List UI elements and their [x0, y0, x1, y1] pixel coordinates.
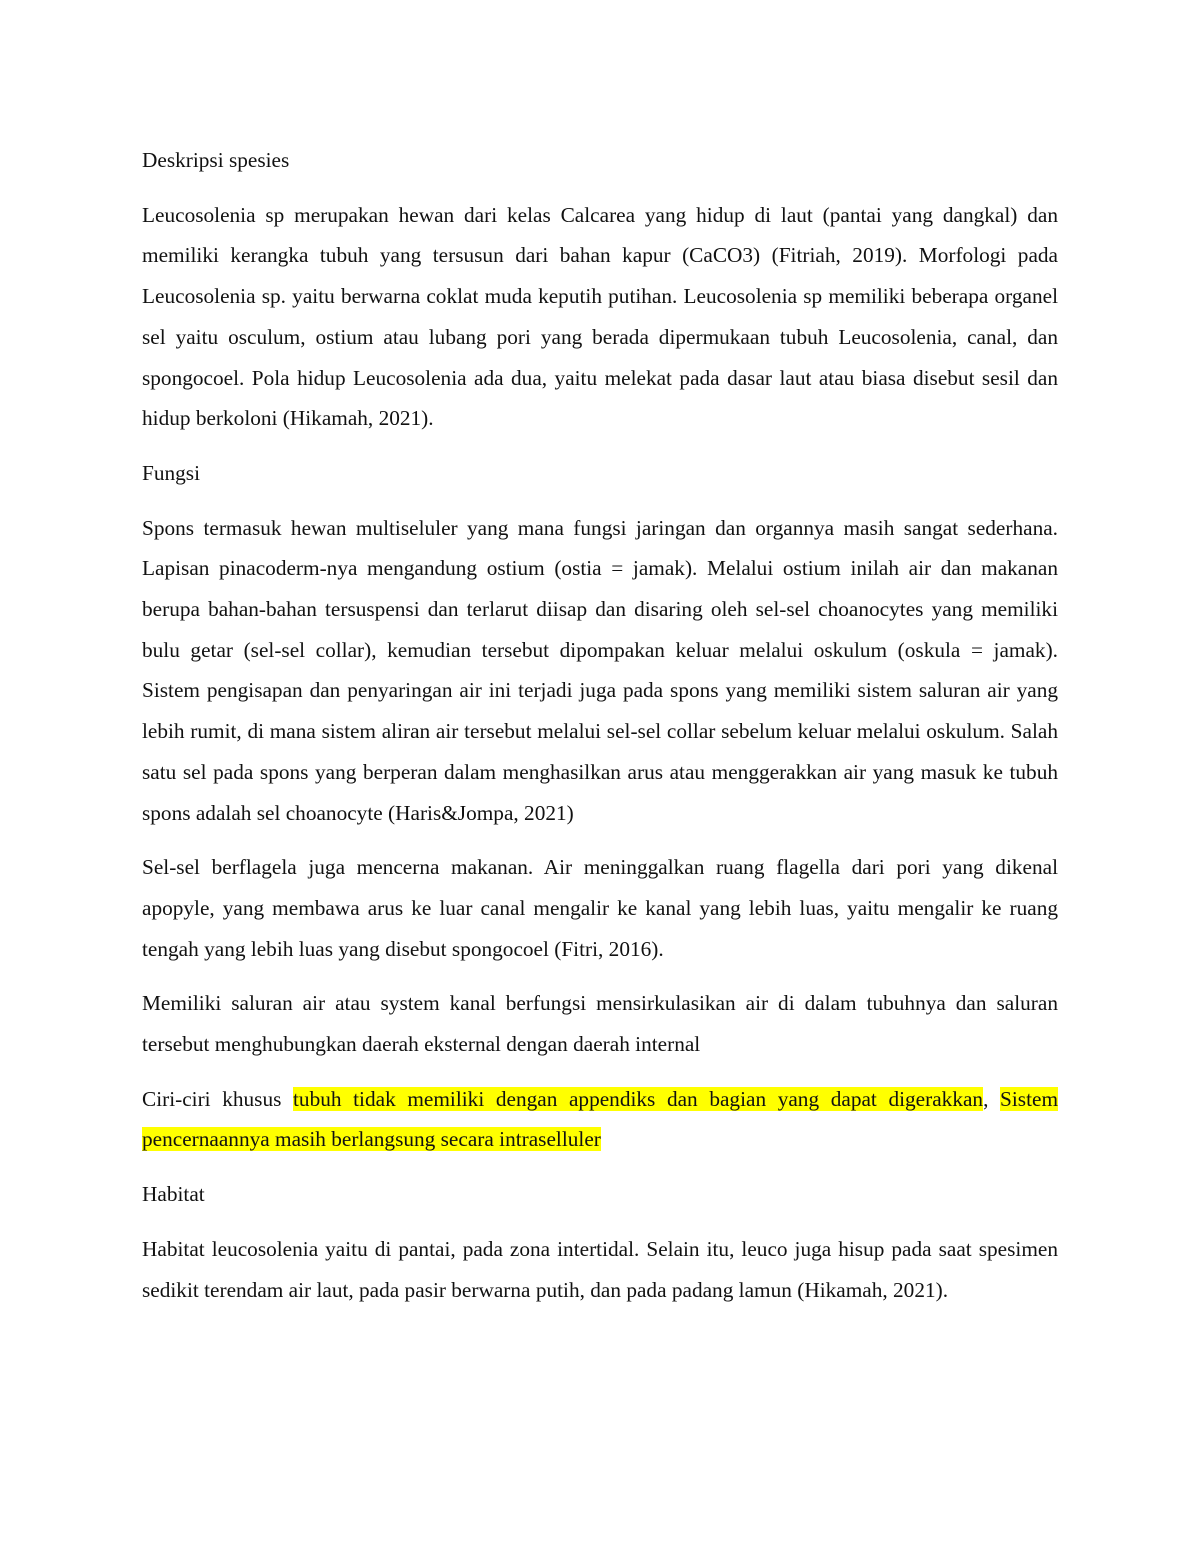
paragraph-fungsi-spons: Spons termasuk hewan multiseluler yang mana fungsi jaringan dan organnya masih sangat sederhana. Lapisan pinacoderm-nya mengandung ostium (ostia = jamak). Melalui ostium inilah air dan makanan berupa bahan-bahan tersuspensi dan terlarut diisap dan disaring oleh sel-sel choanocytes yang memiliki bulu getar (sel-sel collar), kemudian tersebut dipompakan keluar melalui oskulum (oskula = jamak). Sistem pengisapan dan penyaringan air ini terjadi juga pada spons yang memiliki sistem saluran air yang lebih rumit, di mana sistem aliran air tersebut melalui sel-sel collar sebelum keluar melalui oskulum. Salah satu sel pada spons yang berperan dalam menghasilkan arus atau menggerakkan air yang masuk ke tubuh spons adalah sel choanocyte (Haris&Jompa, 2021): [142, 515, 1058, 825]
heading-deskripsi-spesies: Deskripsi spesies: [142, 148, 290, 172]
document-body: [142, 140, 1058, 1310]
paragraph-deskripsi: Leucosolenia sp merupakan hewan dari kelas Calcarea yang hidup di laut (pantai yang dangkal) dan memiliki kerangka tubuh yang tersusun dari bahan kapur (CaCO3) (Fitriah, 2019). Morfologi pada Leucosolenia sp. yaitu berwarna coklat muda keputih putihan. Leucosolenia sp memiliki beberapa organel sel yaitu osculum, ostium atau lubang pori yang berada dipermukaan tubuh Leucosolenia, canal, dan spongocoel. Pola hidup Leucosolenia ada dua, yaitu melekat pada dasar laut atau biasa disebut sesil dan hidup berkoloni (Hikamah, 2021).: [142, 202, 1058, 431]
paragraph-habitat: Habitat leucosolenia yaitu di pantai, pada zona intertidal. Selain itu, leuco juga hisup pada saat spesimen sedikit terendam air laut, pada pasir berwarna putih, dan pada padang lamun (Hikamah, 2021).: [142, 1236, 1058, 1302]
ciri-khusus-separator: ,: [983, 1086, 1001, 1111]
paragraph-ciri-khusus: [142, 1079, 1058, 1160]
paragraph-fungsi-saluran: Memiliki saluran air atau system kanal berfungsi mensirkulasikan air di dalam tubuhnya dan saluran tersebut menghubungkan daerah eksternal dengan daerah internal: [142, 991, 1058, 1057]
ciri-khusus-label: Ciri-ciri khusus: [142, 1086, 294, 1111]
heading-fungsi: Fungsi: [142, 460, 200, 485]
paragraph-fungsi-flagela: Sel-sel berflagela juga mencerna makanan. Air meninggalkan ruang flagella dari pori yang dikenal apopyle, yang membawa arus ke luar canal mengalir ke kanal yang lebih luas, yaitu mengalir ke ruang tengah yang lebih luas yang disebut spongocoel (Fitri, 2016).: [142, 855, 1058, 961]
ciri-khusus-highlight-1: tubuh tidak memiliki dengan appendiks dan bagian yang dapat digerakkan: [293, 1086, 984, 1111]
ciri-khusus-highlight-2: Sistem pencernaannya masih berlangsung secara intraselluler: [142, 1086, 1059, 1152]
heading-habitat: Habitat: [142, 1182, 205, 1207]
